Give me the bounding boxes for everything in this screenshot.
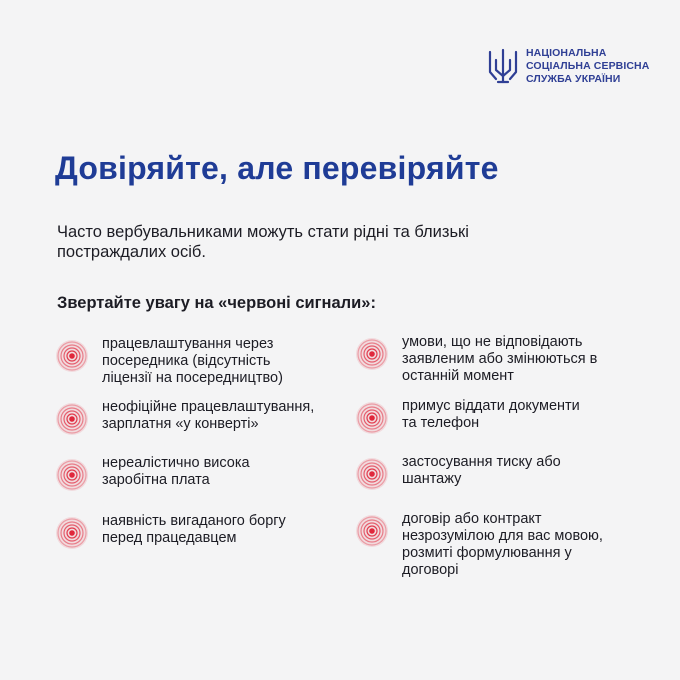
list-item xyxy=(56,336,302,387)
page-title: Довіряйте, але перевіряйте xyxy=(55,150,499,186)
red-signal-icon xyxy=(56,340,88,372)
list-item-text: нереалістично висока заробітна плата xyxy=(102,455,250,488)
list-item xyxy=(356,511,607,579)
list-item xyxy=(56,513,312,549)
logo-line-3: СЛУЖБА УКРАЇНИ xyxy=(526,72,621,85)
list-item-text: договір або контракт незрозумілою для вас мовою, розмиті формулювання у договорі xyxy=(402,511,603,578)
red-signal-icon xyxy=(356,338,388,370)
red-signal-icon xyxy=(56,517,88,549)
trident-icon xyxy=(484,46,522,86)
red-signal-icon xyxy=(356,402,388,434)
list-item-text: застосування тиску або шантажу xyxy=(402,454,561,487)
intro-text: Часто вербувальниками можуть стати рідні та близькі постраждалих осіб. xyxy=(57,223,469,261)
nssu-logo xyxy=(484,46,649,86)
list-item-text: працевлаштування через посередника (відсутність ліцензії на посередництво) xyxy=(102,336,283,386)
list-item-text: примус віддати документи та телефон xyxy=(402,398,580,431)
list-item-text: умови, що не відповідають заявленим або змінюються в останній момент xyxy=(402,334,598,384)
list-item xyxy=(56,455,272,491)
red-signal-icon xyxy=(356,515,388,547)
logo-line-1: НАЦІОНАЛЬНА xyxy=(526,46,607,59)
red-signal-icon xyxy=(56,403,88,435)
list-item xyxy=(356,398,582,434)
list-item xyxy=(56,399,342,435)
list-item-text: неофіційне працевлаштування, зарплатня «у конверті» xyxy=(102,399,315,432)
list-item-text: наявність вигаданого боргу перед працедавцем xyxy=(102,513,286,546)
logo-line-2: СОЦІАЛЬНА СЕРВІСНА xyxy=(526,59,650,72)
list-item xyxy=(356,334,622,385)
red-signal-icon xyxy=(56,459,88,491)
red-signal-icon xyxy=(356,458,388,490)
list-item xyxy=(356,454,562,490)
red-flags-heading: Звертайте увагу на «червоні сигнали»: xyxy=(57,294,376,312)
